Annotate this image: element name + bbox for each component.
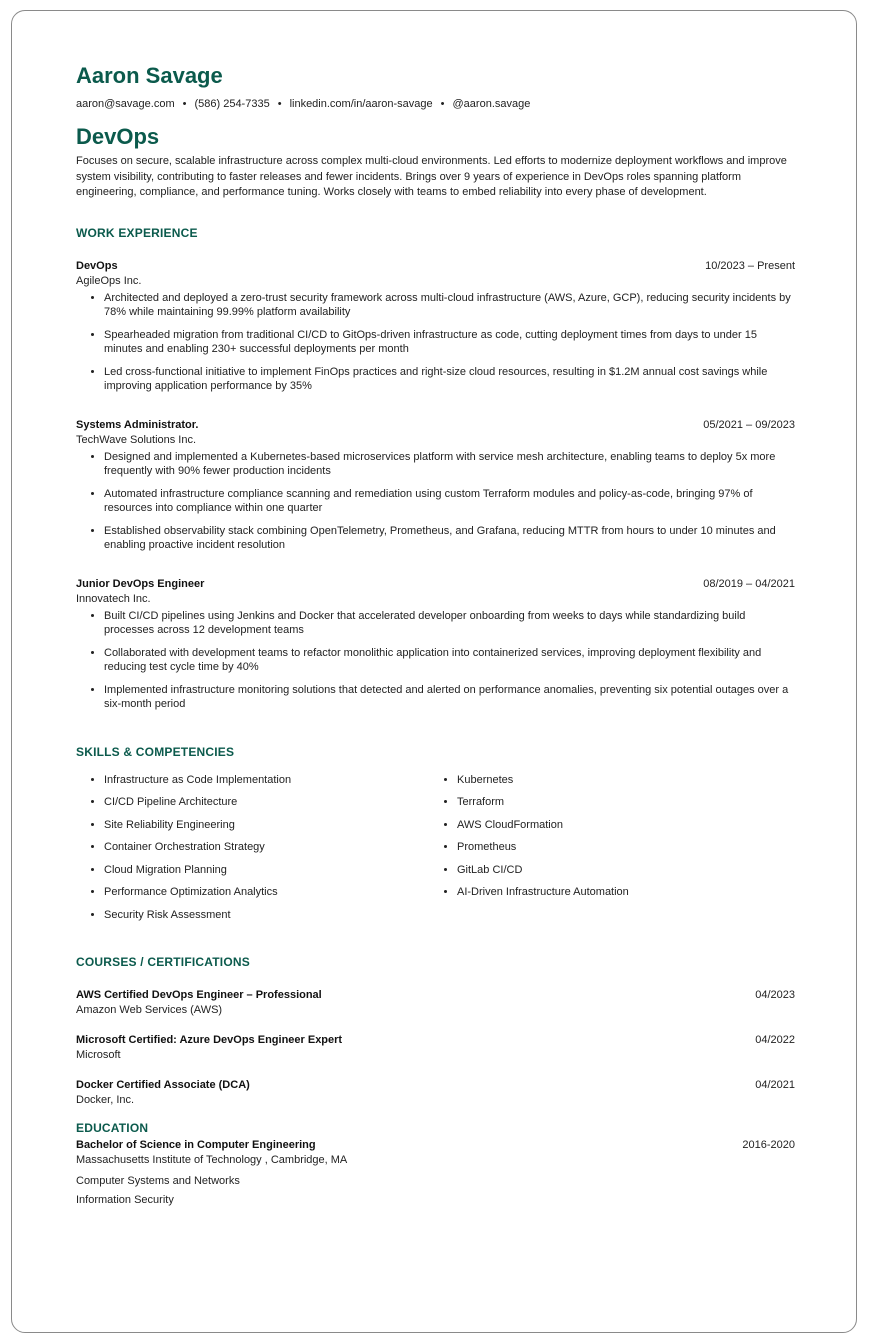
- job-company: Innovatech Inc.: [76, 592, 151, 605]
- skill-item: • Site Reliability Engineering: [104, 818, 429, 832]
- skill-item: • Performance Optimization Analytics: [104, 885, 429, 899]
- job-bullet: • Automated infrastructure compliance scanning and remediation using custom Terraform modules and policy-as-code, bringing 97% of resources into compliance within one quarter: [104, 487, 795, 516]
- cert-date: 04/2021: [755, 1079, 795, 1091]
- cert-issuer: Amazon Web Services (AWS): [76, 1004, 223, 1016]
- cert-name: Docker Certified Associate (DCA): [76, 1079, 250, 1091]
- cert-issuer: Docker, Inc.: [76, 1094, 135, 1106]
- education-school: Massachusetts Institute of Technology: [76, 1154, 262, 1166]
- job-bullet: • Led cross-functional initiative to implement FinOps practices and right-size cloud resources, resulting in $1.2M annual cost savings while improving application performance by 35%: [104, 365, 795, 394]
- job-header: [76, 260, 795, 272]
- candidate-name: Aaron Savage: [76, 63, 223, 88]
- skill-item: • Security Risk Assessment: [104, 908, 429, 922]
- job-entry: [76, 419, 795, 553]
- contact-separator: •: [440, 98, 445, 110]
- cert-header: [76, 1079, 795, 1091]
- job-bullet: • Architected and deployed a zero-trust security framework across multi-cloud infrastructure (AWS, Azure, GCP), reducing security incidents by 78% while maintaining 99.99% platform availability: [104, 291, 795, 320]
- skill-item: • Cloud Migration Planning: [104, 863, 429, 877]
- skills-column-right: [429, 773, 782, 931]
- work-experience-heading: WORK EXPERIENCE: [76, 225, 198, 240]
- job-bullet: • Established observability stack combining OpenTelemetry, Prometheus, and Grafana, reducing MTTR from hours to under 10 minutes and enabling proactive incident resolution: [104, 524, 795, 553]
- job-dates: 10/2023 – Present: [705, 259, 795, 272]
- job-header: [76, 419, 795, 431]
- contact-email: aaron@savage.com: [76, 98, 175, 110]
- job-entry: [76, 260, 795, 394]
- skill-item: • Container Orchestration Strategy: [104, 840, 429, 854]
- skill-item: • Terraform: [457, 795, 782, 809]
- skill-item: • AI-Driven Infrastructure Automation: [457, 885, 782, 899]
- summary-text: Focuses on secure, scalable infrastructure across complex multi-cloud environments. Led efforts to modernize deployment workflows and improve system visibility, contributing to faster releases and fewer incidents. Brings over 9 years of experience in DevOps roles spanning platform engineering, compliance, and performance tuning. Works closely with teams to embed reliability into every phase of development.: [76, 155, 787, 198]
- job-entry: [76, 578, 795, 712]
- contact-phone: (586) 254-7335: [194, 98, 270, 110]
- professional-title: DevOps: [76, 124, 160, 149]
- skill-item: • Kubernetes: [457, 773, 782, 787]
- education-degree: Bachelor of Science in Computer Engineering: [76, 1139, 316, 1151]
- cert-header: [76, 1034, 795, 1046]
- education-course: Information Security: [76, 1194, 174, 1206]
- job-bullets: [76, 450, 795, 553]
- education-heading: EDUCATION: [76, 1121, 149, 1135]
- job-dates: 08/2019 – 04/2021: [703, 577, 795, 590]
- cert-name: AWS Certified DevOps Engineer – Professional: [76, 989, 322, 1001]
- job-bullet: • Spearheaded migration from traditional CI/CD to GitOps-driven infrastructure as code, cutting deployment times from days to under 15 minutes and enabling 230+ successful deployments per month: [104, 328, 795, 357]
- education-header: [76, 1139, 795, 1151]
- education-course: Computer Systems and Networks: [76, 1175, 240, 1187]
- contact-line: [76, 97, 795, 111]
- skills-column-left: [76, 773, 429, 931]
- skill-item: • Prometheus: [457, 840, 782, 854]
- cert-date: 04/2023: [755, 989, 795, 1001]
- job-role: Junior DevOps Engineer: [76, 577, 205, 590]
- job-header: [76, 578, 795, 590]
- job-bullets: [76, 609, 795, 712]
- education-location: Cambridge, MA: [270, 1154, 348, 1166]
- job-role: Systems Administrator.: [76, 418, 199, 431]
- education-comma: ,: [261, 1154, 271, 1166]
- cert-issuer: Microsoft: [76, 1049, 121, 1061]
- job-bullets: [76, 291, 795, 394]
- contact-separator: •: [182, 98, 187, 110]
- cert-entry: [76, 1034, 795, 1061]
- cert-date: 04/2022: [755, 1034, 795, 1046]
- education-dates: 2016-2020: [742, 1139, 795, 1151]
- cert-name: Microsoft Certified: Azure DevOps Engineer Expert: [76, 1034, 343, 1046]
- cert-entry: [76, 989, 795, 1016]
- job-bullet: • Implemented infrastructure monitoring solutions that detected and alerted on performance anomalies, preventing six potential outages over a six-month period: [104, 683, 795, 712]
- job-bullet: • Designed and implemented a Kubernetes-based microservices platform with service mesh architecture, enabling teams to deploy 5x more frequently with 90% fewer production incidents: [104, 450, 795, 479]
- job-company: AgileOps Inc.: [76, 274, 142, 287]
- contact-linkedin: linkedin.com/in/aaron-savage: [289, 98, 433, 110]
- contact-separator: •: [277, 98, 282, 110]
- skill-item: • Infrastructure as Code Implementation: [104, 773, 429, 787]
- job-bullet: • Built CI/CD pipelines using Jenkins and Docker that accelerated developer onboarding from weeks to days while standardizing build processes across 12 development teams: [104, 609, 795, 638]
- skill-item: • AWS CloudFormation: [457, 818, 782, 832]
- cert-entry: [76, 1079, 795, 1106]
- job-bullet: • Collaborated with development teams to refactor monolithic application into containerized services, improving deployment flexibility and reducing test cycle time by 40%: [104, 646, 795, 675]
- resume-content: [76, 63, 795, 1206]
- resume-page: [11, 10, 857, 1333]
- certifications-heading: COURSES / CERTIFICATIONS: [76, 955, 250, 969]
- job-role: DevOps: [76, 259, 118, 272]
- skills-list: [76, 773, 795, 931]
- job-dates: 05/2021 – 09/2023: [703, 418, 795, 431]
- contact-handle: @aaron.savage: [452, 98, 531, 110]
- job-company: TechWave Solutions Inc.: [76, 433, 197, 446]
- skill-item: • CI/CD Pipeline Architecture: [104, 795, 429, 809]
- cert-header: [76, 989, 795, 1001]
- skills-heading: SKILLS & COMPETENCIES: [76, 744, 235, 759]
- education-school-line: [76, 1154, 795, 1166]
- skill-item: • GitLab CI/CD: [457, 863, 782, 877]
